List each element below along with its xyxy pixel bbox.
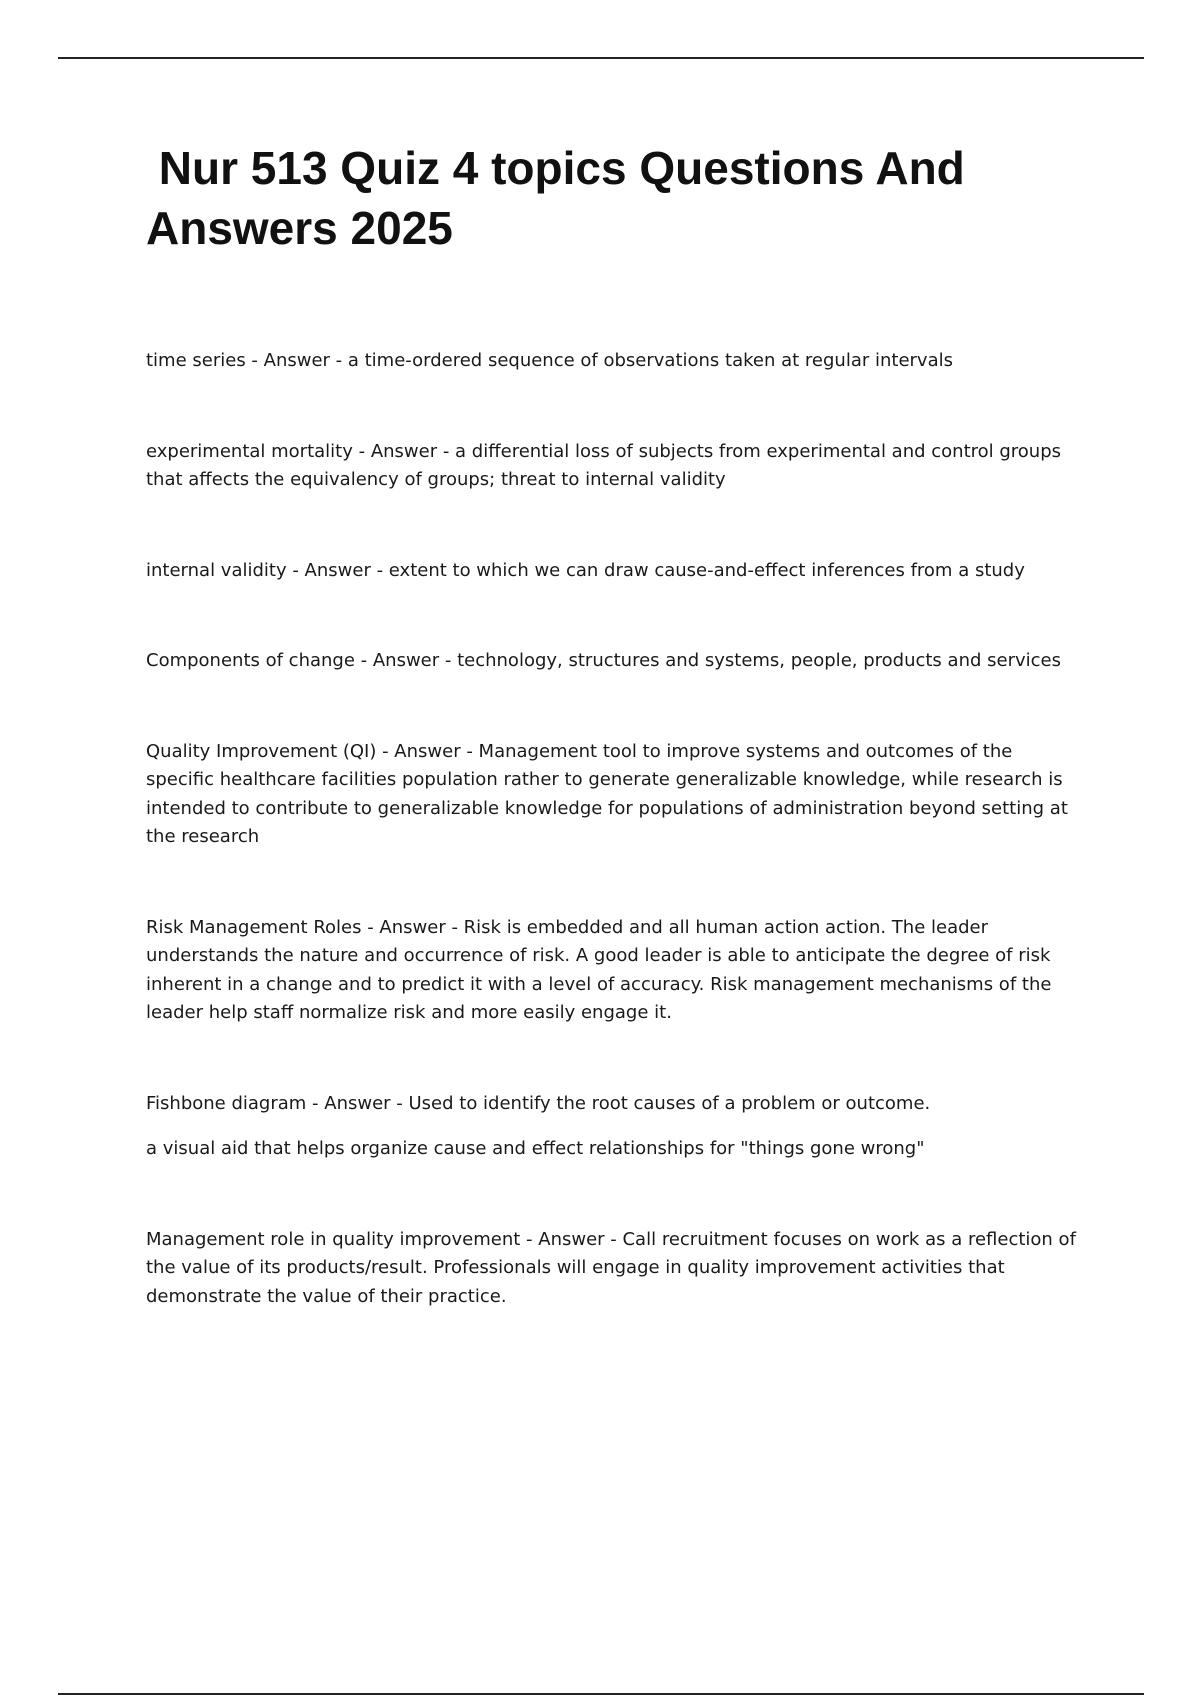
qa-entry-text: time series - Answer - a time-ordered sequence of observations taken at regular intervals <box>146 350 953 371</box>
qa-entry-fishbone-diagram <box>146 1090 1086 1164</box>
page-title: Nur 513 Quiz 4 topics Questions And Answers 2025 <box>146 142 965 254</box>
qa-entry-text: Risk Management Roles - Answer - Risk is embedded and all human action action. The leader understands the nature and occurrence of risk. A good leader is able to anticipate the degree of risk inherent in a change and to predict it with a level of accuracy. Risk management mechanisms of the leader help staff normalize risk and more easily engage it. <box>146 916 1052 1023</box>
qa-entry-text: internal validity - Answer - extent to which we can draw cause-and-effect inferences from a study <box>146 559 1025 581</box>
qa-entry-extra-text: a visual aid that helps organize cause and effect relationships for "things gone wrong" <box>146 1138 925 1159</box>
qa-entry-internal-validity <box>146 557 1086 586</box>
qa-list <box>146 347 1086 1311</box>
qa-entry-time-series <box>146 347 1086 376</box>
qa-entry-text: experimental mortality - Answer - a differential loss of subjects from experimental and control groups that affects the equivalency of groups; threat to internal validity <box>146 440 1062 490</box>
qa-entry-experimental-mortality <box>146 438 1086 495</box>
qa-entry-management-role-qi <box>146 1226 1086 1312</box>
header-rule <box>58 57 1144 59</box>
qa-entry-text: Fishbone diagram - Answer - Used to identify the root causes of a problem or outcome. <box>146 1092 931 1114</box>
qa-entry-components-of-change <box>146 647 1086 676</box>
qa-entry-text: Management role in quality improvement - Answer - Call recruitment focuses on work as a reflection of the value of its products/result. Professionals will engage in quality improvement activities that demonstrate the value of their practice. <box>146 1228 1076 1307</box>
document-body <box>146 138 1086 1373</box>
qa-entry-text: Quality Improvement (QI) - Answer - Management tool to improve systems and outcomes of the specific healthcare facilities population rather to generate generalizable knowledge, while research is intended to contribute to generalizable knowledge for populations of administration beyond setting at the research <box>146 740 1068 847</box>
qa-entry-risk-management-roles <box>146 914 1086 1028</box>
footer-rule <box>58 1693 1144 1695</box>
qa-entry-quality-improvement <box>146 738 1086 852</box>
qa-entry-text: Components of change - Answer - technology, structures and systems, people, products and services <box>146 650 1061 671</box>
